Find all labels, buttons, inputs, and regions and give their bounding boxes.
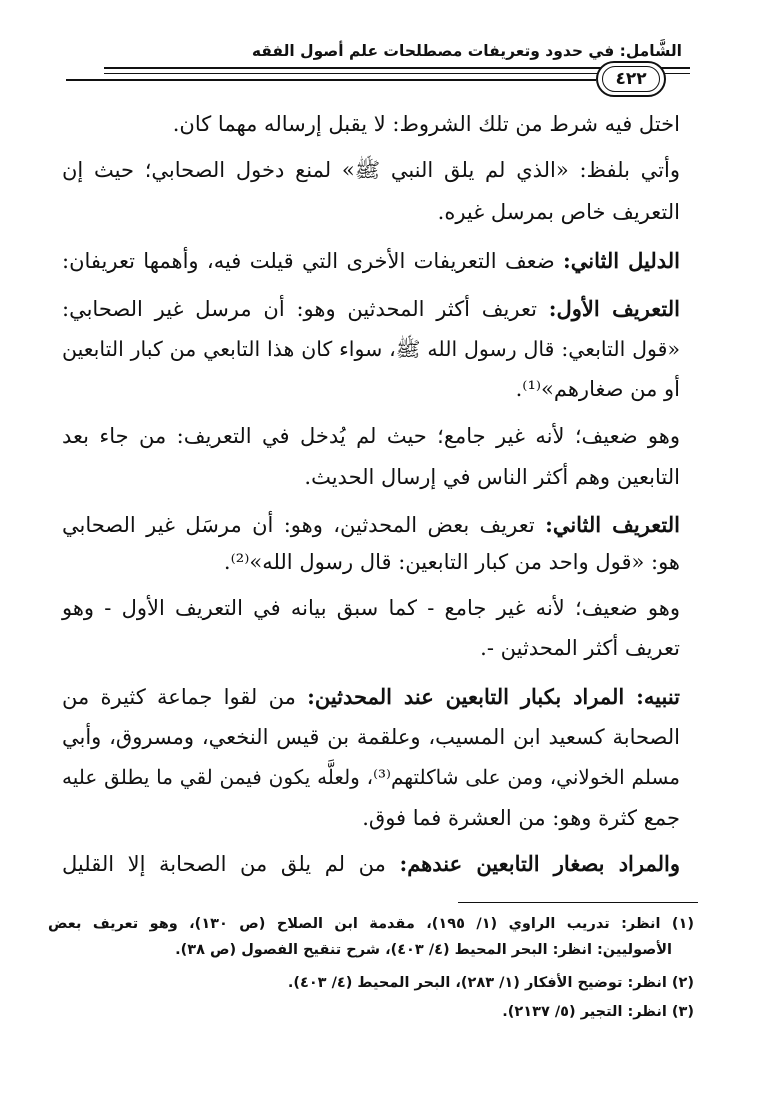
term-junior-tabiin: والمراد بصغار التابعين عندهم:: [399, 851, 680, 876]
text-line-1: اختل فيه شرط من تلك الشروط: لا يقبل إرساله مهما كان.: [172, 112, 680, 136]
term-note: تنبيه: المراد بكبار التابعين عند المحدثين:: [307, 684, 681, 709]
text-line-10: التعريف الثاني: تعريف بعض المحدثين، وهو: أن مرسَل غير الصحابي: [62, 512, 681, 537]
text-line-2: وأتي بلفظ: «الذي لم يلق النبي ﷺ» لمنع دخول الصحابي؛ حيث إن: [62, 158, 680, 182]
footnote-3: (٣) انظر: التجير (٥/ ٢١٣٧).: [502, 1004, 694, 1020]
term-second-definition: التعريف الثاني:: [545, 512, 681, 537]
text-line-12: وهو ضعيف؛ لأنه غير جامع - كما سبق بيانه في التعريف الأول - وهو: [62, 596, 680, 620]
text-line-18: والمراد بصغار التابعين عندهم: من لم يلق من الصحابة إلا القليل: [62, 851, 680, 876]
footnote-1-continued: الأصوليين: انظر: البحر المحيط (٤/ ٤٠٣)، شرح تنقيح الفصول (ص ٣٨).: [175, 942, 672, 958]
text-line-14: تنبيه: المراد بكبار التابعين عند المحدثين: من لقوا جماعة كثيرة من: [62, 684, 681, 709]
text-line-11: هو: «قول واحد من كبار التابعين: قال رسول الله»⁽²⁾.: [223, 550, 680, 574]
footnote-2: (٢) انظر: توضيح الأفكار (١/ ٢٨٣)، البحر المحيط (٤/ ٤٠٣).: [287, 975, 694, 991]
text-line-13: تعريف أكثر المحدثين -.: [480, 636, 680, 660]
page-number-frame: [596, 61, 666, 97]
running-header-title: الشَّامل: في حدود وتعريفات مصطلحات علم أصول الفقه: [251, 42, 682, 60]
text-line-5: التعريف الأول: تعريف أكثر المحدثين وهو: أن مرسل غير الصحابي:: [62, 296, 680, 321]
text-line-17: جمع كثرة وهو: من العشرة فما فوق.: [362, 806, 680, 830]
text-line-16: مسلم الخولاني، ومن على شاكلتهم⁽³⁾، ولعلَّه يكون فيمن لقي ما يطلق عليه: [62, 765, 680, 789]
text-line-6: «قول التابعي: قال رسول الله ﷺ، سواء كان هذا التابعي من كبار التابعين: [62, 337, 680, 361]
text-line-3: التعريف خاص بمرسل غيره.: [437, 200, 680, 224]
header-rule-bottom: [66, 79, 596, 81]
text-line-9: التابعين وهم أكثر الناس في إرسال الحديث.: [304, 465, 680, 489]
text-line-8: وهو ضعيف؛ لأنه غير جامع؛ حيث لم يُدخل في التعريف: من جاء بعد: [62, 424, 680, 448]
term-first-definition: التعريف الأول:: [548, 296, 680, 321]
footnote-1: (١) انظر: تدريب الراوي (١/ ١٩٥)، مقدمة ابن الصلاح (ص ١٣٠)، وهو تعريف بعض: [48, 916, 694, 932]
text-line-7: أو من صغارهم»⁽¹⁾.: [515, 377, 680, 401]
term-second-evidence: الدليل الثاني:: [563, 248, 680, 273]
footnote-separator: [458, 902, 698, 903]
text-line-15: الصحابة كسعيد ابن المسيب، وعلقمة بن قيس النخعي، ومسروق، وأبي: [62, 725, 680, 749]
page-number: ٤٢٢: [602, 66, 660, 92]
text-line-4: الدليل الثاني: ضعف التعريفات الأخرى التي قيلت فيه، وأهمها تعريفان:: [62, 248, 680, 273]
